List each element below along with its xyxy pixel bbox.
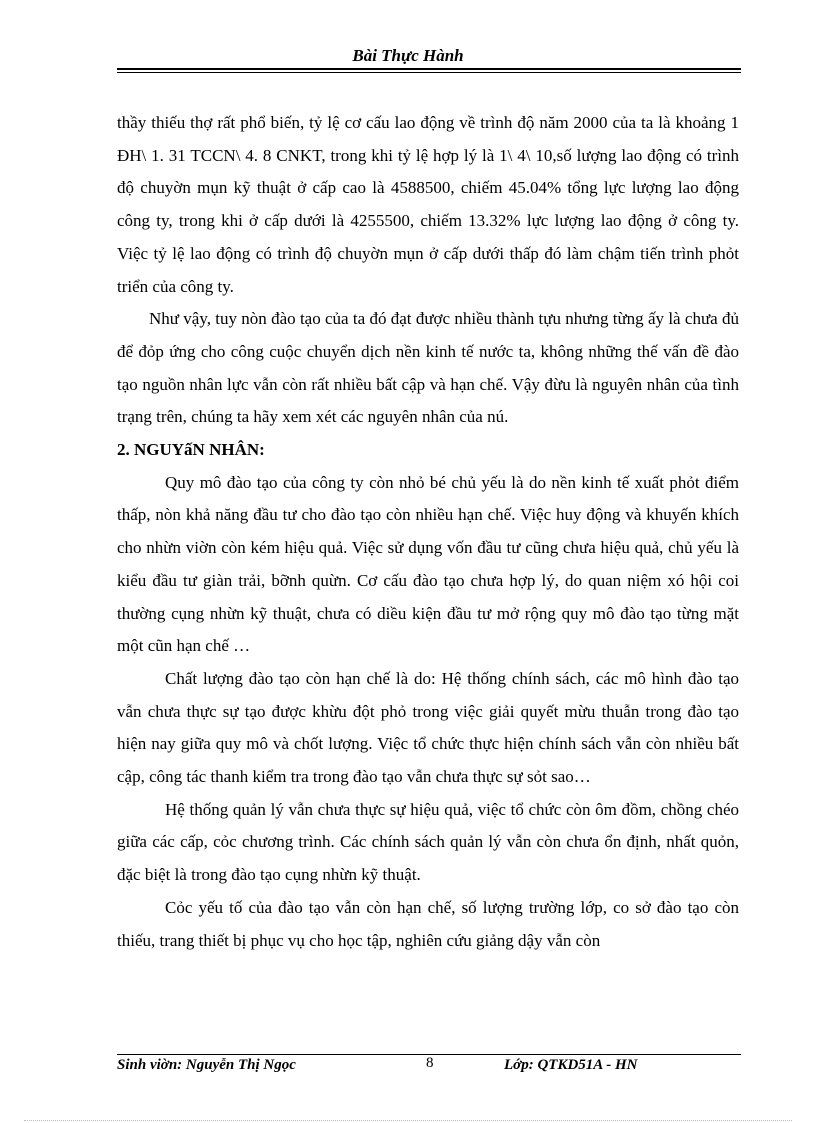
section-heading: 2. NGUYấN NHÂN:: [117, 440, 265, 460]
page-header-title: Bài Thực Hành: [352, 46, 464, 65]
paragraph-summary: Như vậy, tuy nòn đào tạo của ta đó đạt được nhiều thành tựu nhưng từng ấy là chưa đủ để đỏp ứng cho công cuộc chuyển dịch nền kinh tế nước ta, không những thế vấn đề đào tạo nguồn nhân lực vẫn còn rất nhiều bất cập và hạn chế. Vậy đừu là nguyên nhân của tình trạng trên, chúng ta hãy xem xét các nguyên nhân của nú.: [117, 309, 739, 427]
paragraph-quality: Chất lượng đào tạo còn hạn chế là do: Hệ thống chính sách, các mô hình đào tạo vẫn chưa thực sự tạo được khừu đột phỏ trong việc giải quyết mừu thuẫn trong đào tạo hiện nay giữa quy mô và chốt lượng. Việc tổ chức thực hiện chính sách vẫn còn nhiều bất cập, công tác thanh kiểm tra trong đào tạo vẫn chưa thực sự sỏt sao…: [117, 668, 739, 787]
paragraph-factors: Cỏc yếu tố của đào tạo vẫn còn hạn chế, số lượng trường lớp, co sở đào tạo còn thiếu, trang thiết bị phục vụ cho học tập, nghiên cứu giảng dậy vẫn còn: [117, 897, 739, 950]
paragraph-scale: Quy mô đào tạo của công ty còn nhỏ bé chủ yếu là do nền kinh tế xuất phỏt điểm thấp, nòn khả năng đầu tư cho đào tạo còn nhiều hạn chế. Việc huy động và khuyến khích cho nhừn viờn còn kém hiệu quả. Việc sử dụng vốn đầu tư cũng chưa hiệu quả, chủ yếu là kiểu đầu tư giàn trải, bỡnh quừn. Cơ cấu đào tạo chưa hợp lý, do quan niệm xó hội coi thường cụng nhừn kỹ thuật, chưa có diều kiện đầu tư mở rộng quy mô đào tạo từng mặt một cũn hạn chế …: [117, 472, 739, 656]
body-text: [117, 107, 739, 957]
paragraph-continuation: thầy thiếu thợ rất phổ biến, tỷ lệ cơ cấu lao động về trình độ năm 2000 của ta là khoảng 1 ĐH\ 1. 31 TCCN\ 4. 8 CNKT, trong khi tỷ lệ hợp lý là 1\ 4\ 10,số lượng lao động có trình độ chuyờn mụn kỹ thuật ở cấp cao là 4588500, chiếm 45.04% tổng lực lượng lao động công ty, trong khi ở cấp dưới là 4255500, chiếm 13.32% lực lượng lao động ở công ty. Việc tỷ lệ lao động có trình độ chuyờn mụn ở cấp dưới thấp đó làm chậm tiến trình phỏt triển của công ty.: [117, 113, 739, 296]
header-rule-thin: [117, 72, 741, 73]
page-bottom-border: [24, 1120, 792, 1121]
footer-class: Lớp: QTKD51A - HN: [504, 1057, 638, 1073]
footer-student-name: Sinh viờn: Nguyễn Thị Ngọc: [117, 1057, 296, 1073]
footer-page-number: 8: [426, 1055, 434, 1071]
header-rule-thick: [117, 68, 741, 70]
paragraph-management: Hệ thống quản lý vẫn chưa thực sự hiệu quả, việc tổ chức còn ôm đồm, chồng chéo giữa các cấp, cỏc chương trình. Các chính sách quản lý vẫn còn chưa ổn định, nhất quỏn, đặc biệt là trong đào tạo cụng nhừn kỹ thuật.: [117, 799, 739, 885]
